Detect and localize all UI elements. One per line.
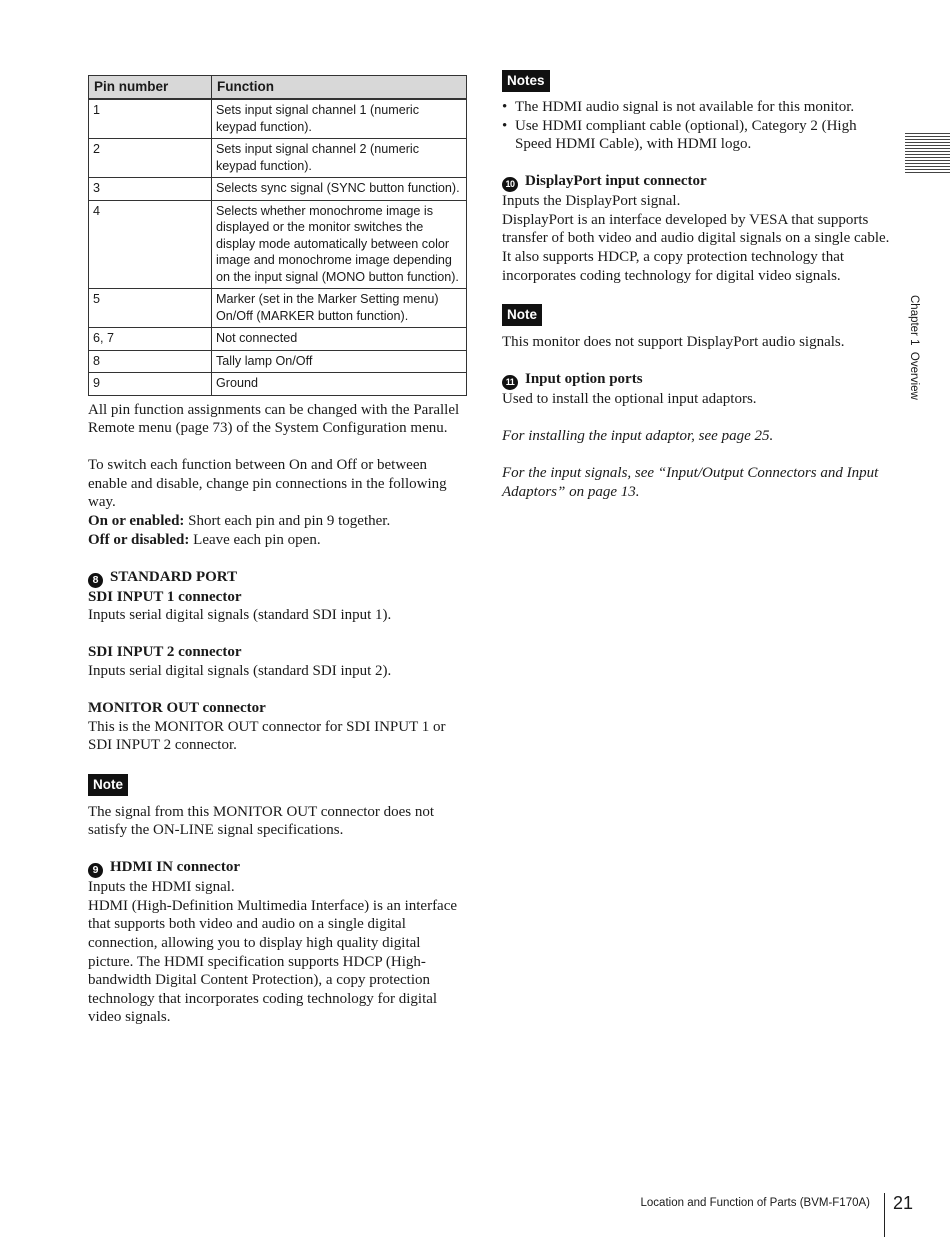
pin-number-header: Pin number <box>89 76 212 100</box>
reference-signals: For the input signals, see “Input/Output Connectors and Input Adaptors” on page 13. <box>502 465 879 500</box>
pin-cell: 3 <box>89 178 212 201</box>
pin-cell: 1 <box>89 99 212 139</box>
notes-label: Notes <box>502 70 550 92</box>
assign-paragraph: All pin function assignments can be changed with the Parallel Remote menu (page 73) of the System Configuration menu. <box>88 401 460 437</box>
table-row <box>89 139 467 178</box>
chapter-label: Chapter 1 <box>908 295 920 346</box>
table-row <box>89 350 467 373</box>
pin-cell: 9 <box>89 373 212 396</box>
dp-line-1: Inputs the DisplayPort signal. <box>502 193 681 210</box>
table-row <box>89 328 467 351</box>
section-8-heading <box>88 568 468 588</box>
pin-cell: 8 <box>89 350 212 373</box>
function-cell: Selects whether monochrome image is displayed or the monitor switches the display mode automatically between color image and monochrome image depending on the input signal (MONO button function). <box>212 200 467 289</box>
table-row <box>89 99 467 139</box>
table-row <box>89 178 467 201</box>
note-label: Note <box>88 774 128 796</box>
function-cell: Tally lamp On/Off <box>212 350 467 373</box>
footer-title: Location and Function of Parts (BVM-F170A) <box>640 1197 870 1209</box>
dp-line-2: DisplayPort is an interface developed by VESA that supports transfer of both video and audio digital signals on a single cable. <box>502 211 890 247</box>
chapter-side-label <box>908 295 920 415</box>
reference-adaptor: For installing the input adaptor, see page 25. <box>502 427 774 444</box>
input-option-text: Used to install the optional input adaptors. <box>502 390 757 407</box>
page-number: 21 <box>893 1193 914 1213</box>
sdi2-text: Inputs serial digital signals (standard SDI input 2). <box>88 663 392 680</box>
off-text: Leave each pin open. <box>189 531 321 548</box>
note-bullet: • Use HDMI compliant cable (optional), Category 2 (High Speed HDMI Cable), with HDMI logo. <box>502 117 890 154</box>
pin-function-table <box>88 75 467 396</box>
number-8-icon: 8 <box>88 573 103 588</box>
off-line <box>88 531 468 550</box>
section-11-heading <box>502 370 890 390</box>
note-text: This monitor does not support DisplayPort audio signals. <box>502 333 845 350</box>
section-9-title: HDMI IN connector <box>110 859 240 876</box>
on-text: Short each pin and pin 9 together. <box>184 513 391 530</box>
left-body <box>88 401 468 1027</box>
left-column <box>88 75 468 1027</box>
function-cell: Marker (set in the Marker Setting menu) On/Off (MARKER button function). <box>212 289 467 328</box>
section-9-heading <box>88 858 468 878</box>
number-9-icon: 9 <box>88 863 103 878</box>
table-header-row <box>89 76 467 100</box>
right-column <box>502 70 890 501</box>
function-cell: Selects sync signal (SYNC button function). <box>212 178 467 201</box>
section-11-title: Input option ports <box>525 370 643 387</box>
dp-line-3: It also supports HDCP, a copy protection technology that incorporates coding technology for digital video signals. <box>502 248 845 284</box>
function-cell: Ground <box>212 373 467 396</box>
hdmi-line-1: Inputs the HDMI signal. <box>88 879 235 896</box>
section-10-title: DisplayPort input connector <box>525 173 707 190</box>
function-header: Function <box>212 76 467 100</box>
sdi1-heading: SDI INPUT 1 connector <box>88 588 242 605</box>
monitor-out-text: This is the MONITOR OUT connector for SDI INPUT 1 or SDI INPUT 2 connector. <box>88 718 446 754</box>
off-label: Off or disabled: <box>88 531 190 548</box>
note-label: Note <box>502 304 542 326</box>
note-text: The signal from this MONITOR OUT connector does not satisfy the ON-LINE signal specifications. <box>88 803 435 839</box>
sdi2-heading: SDI INPUT 2 connector <box>88 644 242 661</box>
switch-paragraph: To switch each function between On and Off or between enable and disable, change pin connections in the following way. <box>88 457 447 511</box>
note-bullet: • The HDMI audio signal is not available for this monitor. <box>502 98 890 117</box>
table-row <box>89 289 467 328</box>
section-label: Overview <box>908 351 920 400</box>
sdi1-text: Inputs serial digital signals (standard SDI input 1). <box>88 607 392 624</box>
number-11-icon: 11 <box>502 375 518 390</box>
hdmi-line-2: HDMI (High-Definition Multimedia Interface) is an interface that supports both video and audio on a single digital connection, allowing you to display high quality digital picture. The HDMI specification supports HDCP (High-bandwidth Digital Content Protection), a copy protection technology that incorporates coding technology for digital video signals. <box>88 897 458 1026</box>
section-10-heading <box>502 172 890 192</box>
pin-cell: 5 <box>89 289 212 328</box>
section-8-title: STANDARD PORT <box>110 568 238 585</box>
footer-divider <box>884 1193 885 1237</box>
monitor-out-heading: MONITOR OUT connector <box>88 700 266 717</box>
function-cell: Sets input signal channel 2 (numeric keypad function). <box>212 139 467 178</box>
pin-cell: 6, 7 <box>89 328 212 351</box>
pin-cell: 2 <box>89 139 212 178</box>
pin-cell: 4 <box>89 200 212 289</box>
table-row <box>89 200 467 289</box>
on-label: On or enabled: <box>88 513 185 530</box>
chapter-tab-stripes <box>905 133 950 173</box>
function-cell: Not connected <box>212 328 467 351</box>
table-row <box>89 373 467 396</box>
on-line <box>88 512 468 531</box>
function-cell: Sets input signal channel 1 (numeric keypad function). <box>212 99 467 139</box>
number-10-icon: 10 <box>502 177 518 192</box>
